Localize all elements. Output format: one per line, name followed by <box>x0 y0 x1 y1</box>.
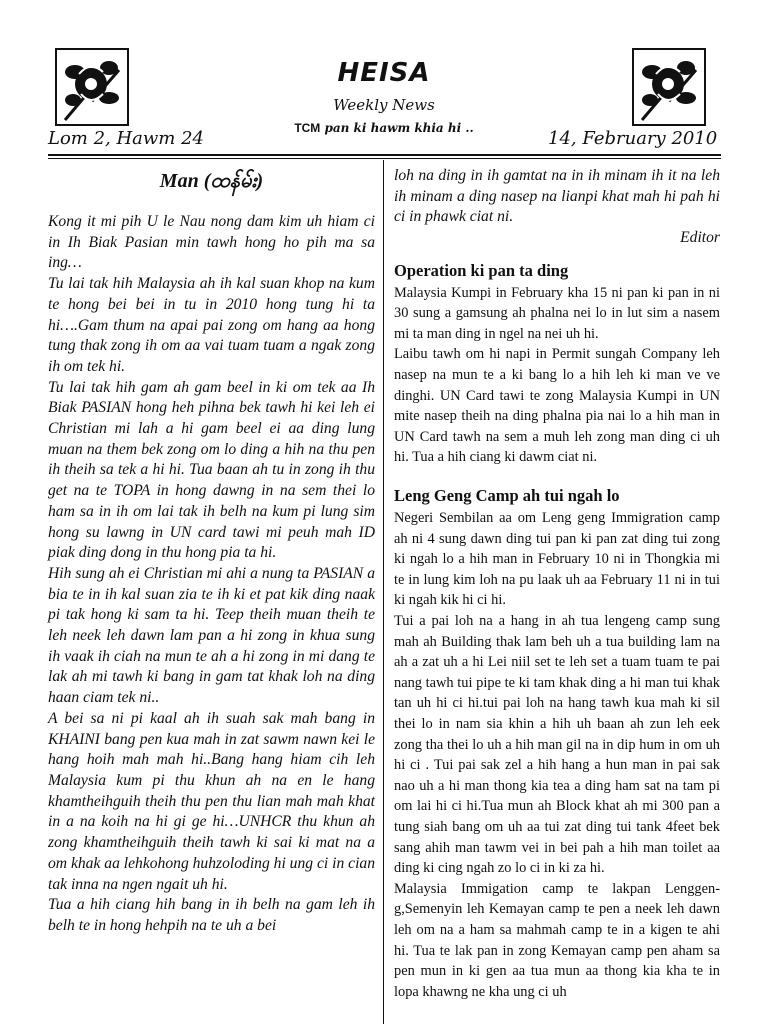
article-paragraph: A bei sa ni pi kaal ah ih suah sak mah bang in KHAINI bang pen kua mah in zat sawm nawn kei le hang hoih mah mah hi..Bang hang hiam cih leh Malaysia kum pi thu khun ah na en le hang khamtheihguih theih thu pen thu lian mah mah khat in a na koih na hi gi ge hi…UNHCR thu khun ah zong khamtheihguih theih tawh ki sai ki mat na a om khak aa lehkohong huhzoloding hi ung ci in cian tak inna na ngen ngait uh hi. <box>48 709 375 893</box>
header-rule <box>48 154 721 156</box>
article-paragraph: Tu lai tak hih Malaysia ah ih kal suan khop na kum te hong bei bei in tu in 2010 hong tung hi ta hi….Gam thum na apai pai zong om hang aa hong tung thak zong ih om aa vai tuam tuam a ngak zong ih om tek hi. <box>48 275 375 375</box>
section-heading: Operation ki pan ta ding <box>394 260 569 280</box>
right-column <box>394 166 720 1002</box>
article-paragraph: Hih sung ah ei Christian mi ahi a nung ta PASIAN a bia te in ih kal suan zia te ih ki et pat kik ding naak pi tak hong ki sam ta hi. Teep theih muan theih te leh neek leh dawn lam pan a hi zong in khua sung ih vaak ih ciah na mun te ah a hi zong in mi dang te lak ah mi tawh ki bang in gam tat khak loh na ding haan ciam tek ni.. <box>48 564 375 707</box>
section-paragraph: Tui a pai loh na a hang in ah tua lengeng camp sung mah ah Building thak lam beh uh a tua building lam na ah a zat uh a hi Lei niil set te leh set a tuam tuam te pai nang tawh tui pipe te ki tam khak ding a hi man tui khak tan uh hi ci hi.tui pai loh na hang tawh kua mah ki sil thei lo in nam sia khin a hih uh baan ah zun leh eek zong tha thei lo uh a hih man gil na in dip hum in om uh hi ci . Tui pai sak zel a hih hang a hun man in pai sak nao uh a hi man thong kia tea a ding ham sat na tam pi om lai hi ci hi.Tua mun ah Block khat ah mi 300 pan a tung siah bang om uh aa tui zat ding tui tank 4feet bek sang ahih man tawm vei in bei pah a hih man toilet aa ding ki cing ngah zo lo ci in ki za hi. <box>394 613 720 877</box>
issue-number: Lom 2, Hawm 24 <box>48 128 205 149</box>
tagline-tcm: TCM <box>294 121 321 135</box>
section-paragraph: Laibu tawh om hi napi in Permit sungah Company leh nasep na mun te a ki bang lo a hih leh ki man ve ve dinghi. UN Card tawi te zong Malaysia Kumpi in UN mite nasep theih na ding phalna pia nai lo a hih man in UN Card tawh na sem a muh leh zong man ding ci uh hi. Tua a hih ciang ki dawm ciat ni. <box>394 346 720 466</box>
article-paragraph: Kong it mi pih U le Nau nong dam kim uh hiam ci in Ih Biak Pasian min tawh hong ho pih ma sa ing… <box>48 213 375 272</box>
column-divider <box>383 160 384 1024</box>
article-headline: Man (ထန်မ်း) <box>159 170 264 192</box>
tagline-text: pan ki hawm khia hi .. <box>320 121 474 135</box>
section-paragraph: Malaysia Immigation camp te lakpan Lenggen-g,Semenyin leh Kemayan camp te pen a neek leh dawn leh om na a ham sa mahmah camp te in a kigen te ahi hi. Tua te lak pan in zong Kemayan camp pen aham sa pen mun in ki gen aa tua mun aa thong kia kha te in lopa khawng ne kha ung ci uh <box>394 880 720 1000</box>
editor-signoff: Editor <box>680 229 720 247</box>
article-paragraph: Tua a hih ciang hih bang in ih belh na gam leh ih belh te in hong hehpih na te uh a bei <box>48 896 375 934</box>
newsletter-subtitle: Weekly News <box>333 96 435 114</box>
left-article <box>48 168 375 937</box>
article-paragraph: Tu lai tak hih gam ah gam beel in ki om tek aa Ih Biak PASIAN hong heh pihna bek tawh hi kei leh ei Christian mi lah a hi gam beel ei aa ding lung muan na them bek zong om lo ding a hih na thu pen ih theih sa tek a hi hi. Tua baan ah tu in zong ih thu get na te TOPA in hong dawng in na sem thei lo ham sa in ih om lai tak ih belh na kum pi lung sim hong su lawng in UN card tawi mi peuh mah ID piak ding dong in thu hong pia ta hi. <box>48 378 375 562</box>
section-paragraph: Negeri Sembilan aa om Leng geng Immigration camp ah ni 4 sung dawn ding tui pan ki pan zat ding tui zong ki ngah lo a hih man in February 10 ni in Thongkia mi te in lung kim loh na pu laak uh aa February 11 ni in tui ki ngah kik hi ci hi. <box>394 510 720 609</box>
editorial-continuation: loh na ding in ih gamtat na in ih minam ih it na leh ih minam a ding nasep na lianpi khat mah hi pah hi ci in phawk ciat ni. <box>394 167 720 226</box>
header-rule-thin <box>48 158 721 159</box>
newsletter-title: HEISA <box>337 58 431 88</box>
issue-date: 14, February 2010 <box>548 128 718 149</box>
section-heading: Leng Geng Camp ah tui ngah lo <box>394 486 620 506</box>
section-paragraph: Malaysia Kumpi in February kha 15 ni pan ki pan in ni 30 sung a gamsung ah phalna nei lo in lut sim a nasem mi ta man ding in ngel na nei uh hi. <box>394 284 720 342</box>
